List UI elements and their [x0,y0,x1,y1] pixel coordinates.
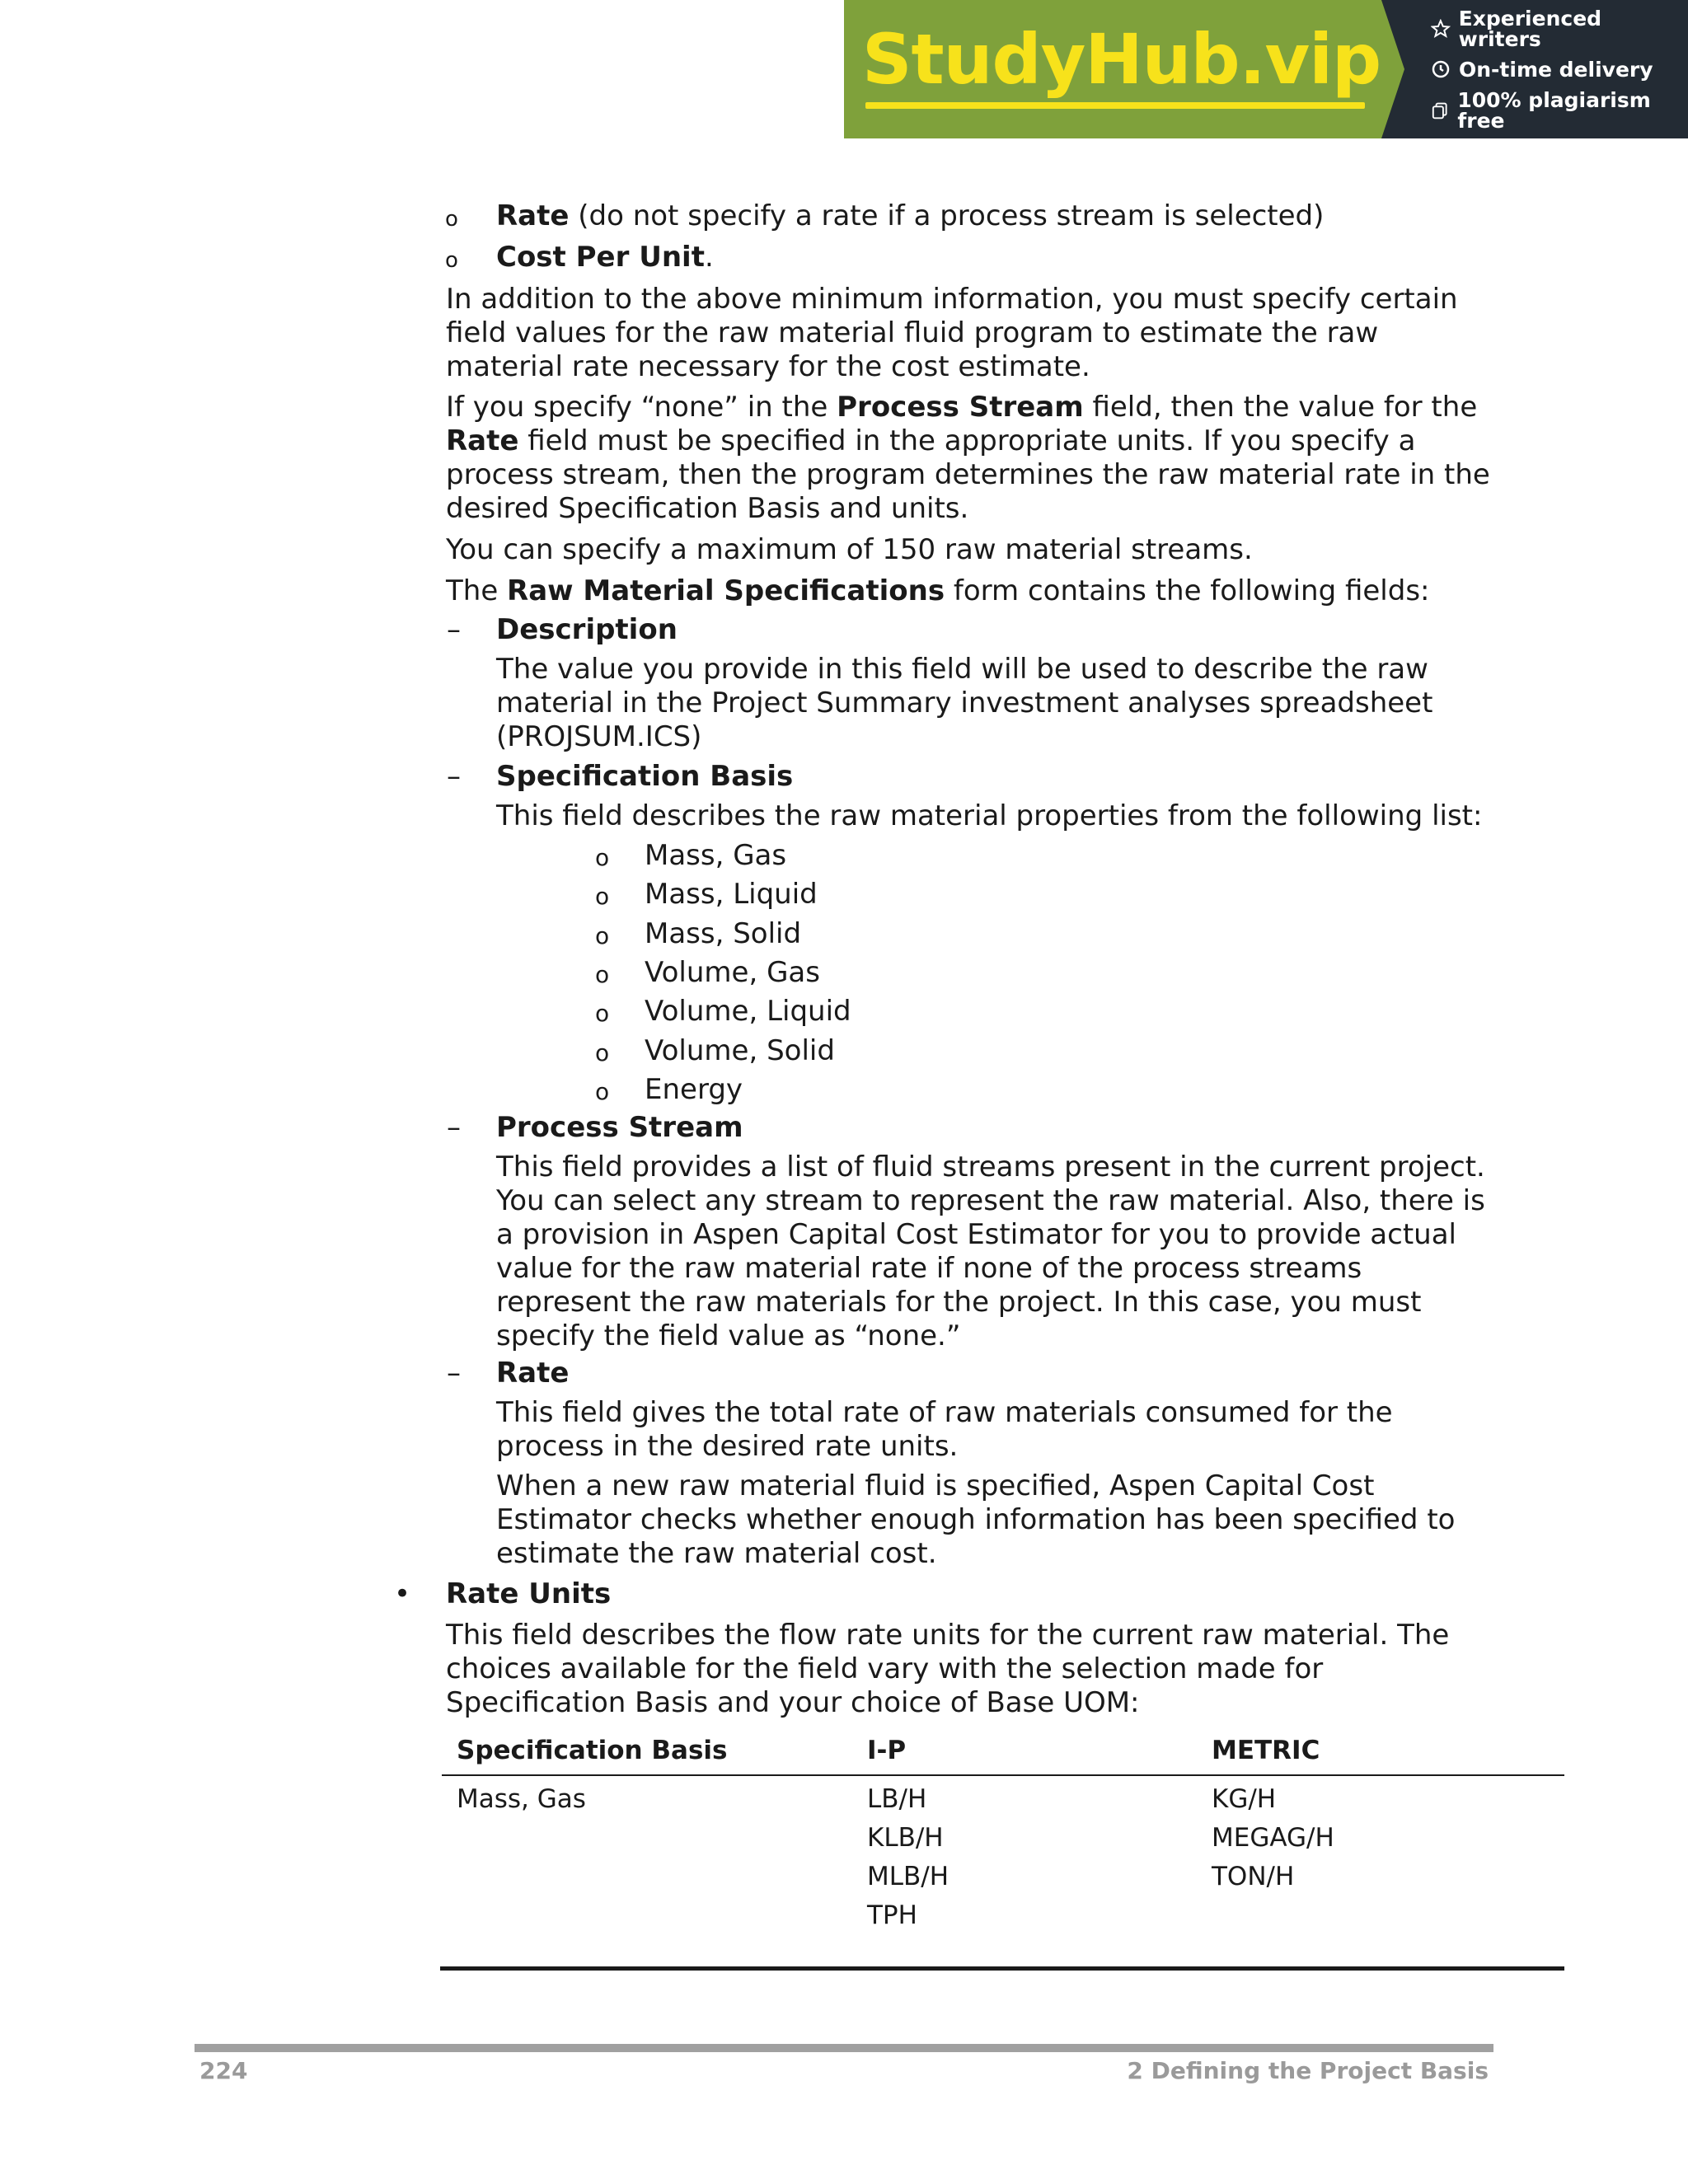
table-cell-metric: MEGAG/H [1212,1823,1334,1853]
table-cell-ip: TPH [867,1900,917,1930]
field-body-specification-basis: This field describes the raw material properties from the following list: [496,799,1483,832]
section-body-rate-units: This field describes the flow rate units for the current raw material. The choices available for the field vary with the selection made for Specification Basis and your choice of Base UOM: [446,1619,1450,1719]
list-item-cost-per-unit: Cost Per Unit. [496,241,714,274]
dash-marker: – [447,760,461,793]
feature-on-time-delivery [1431,59,1688,80]
clock-icon [1431,59,1451,79]
table-header-metric: METRIC [1212,1736,1320,1765]
list-item: Volume, Solid [645,1033,835,1067]
footer-bar [195,2044,1493,2052]
field-title-specification-basis: Specification Basis [496,760,794,793]
feature-label: Experienced writers [1458,6,1602,51]
table-header-ip: I-P [867,1736,907,1765]
table-cell-basis: Mass, Gas [457,1784,586,1814]
list-marker: o [595,883,610,911]
list-marker: o [595,1077,610,1105]
dash-marker: – [447,613,461,646]
dash-marker: – [447,1357,461,1390]
field-title-rate: Rate [496,1357,570,1390]
list-item: Mass, Gas [645,839,787,872]
field-body-description: The value you provide in this field will be used to describe the raw material in the Project Summary investment analyses spreadsheet (PROJSUM.ICS) [496,653,1433,753]
list-item-rate: Rate (do not specify a rate if a process stream is selected) [496,199,1325,232]
section-title-rate-units: Rate Units [446,1577,612,1610]
table-cell-ip: MLB/H [867,1862,950,1891]
table-header-specification-basis: Specification Basis [457,1736,728,1765]
paragraph-form-fields: The Raw Material Specifications form contains the following fields: [446,574,1430,607]
bullet-marker: • [394,1577,411,1610]
brand-underline [865,102,1365,109]
features-panel [1381,0,1688,138]
feature-experienced-writers [1431,8,1688,49]
dash-marker: – [447,1111,461,1144]
chapter-title: 2 Defining the Project Basis [1127,2057,1489,2084]
list-item: Volume, Liquid [645,995,851,1029]
list-item: Volume, Gas [645,955,820,989]
field-body-rate: This field gives the total rate of raw materials consumed for the process in the desired rate units. [496,1396,1393,1463]
list-marker: o [595,844,610,871]
feature-plagiarism-free [1431,87,1688,133]
brand-panel [844,0,1381,138]
table-cell-metric: KG/H [1212,1784,1277,1814]
feature-label: 100% plagiarism free [1457,87,1651,133]
list-item: Mass, Solid [645,916,802,950]
table-cell-metric: TON/H [1212,1862,1295,1891]
list-item: Energy [645,1072,743,1106]
field-title-description: Description [496,613,678,646]
star-icon [1431,19,1451,39]
paragraph-process-stream: If you specify “none” in the Process Stream field, then the value for the Rate field must be specified in the appropriate units. If you specify a process stream, then the program determines the raw material rate in the desired Specification Basis and units. [446,391,1490,525]
field-body-process-stream: This field provides a list of fluid streams present in the current project. You can select any stream to represent the raw material. Also, there is a provision in Aspen Capital Cost Estimator for you to provide actual value for the raw material rate if none of the process streams represent the raw materials for the project. In this case, you must specify the field value as “none.” [496,1151,1485,1352]
feature-label: On-time delivery [1459,57,1653,82]
field-body-rate-note: When a new raw material fluid is specified, Aspen Capital Cost Estimator checks whether enough information has been specified to estimate the raw material cost. [496,1469,1456,1570]
table-header-rule [442,1774,1564,1776]
copy-icon [1431,101,1449,120]
field-title-process-stream: Process Stream [496,1111,743,1144]
promo-banner[interactable] [844,0,1688,138]
bullet-marker: o [445,207,458,232]
paragraph-minimum-info: In addition to the above minimum information, you must specify certain field values for the raw material fluid program to estimate the raw material rate necessary for the cost estimate. [446,283,1458,383]
list-marker: o [595,1000,610,1028]
page-number: 224 [199,2057,248,2084]
table-bottom-rule [440,1966,1564,1971]
list-marker: o [595,921,610,949]
paragraph-max-streams: You can specify a maximum of 150 raw material streams. [446,533,1253,566]
bullet-marker: o [445,248,458,273]
table-cell-ip: KLB/H [867,1823,944,1853]
list-marker: o [595,960,610,988]
table-cell-ip: LB/H [867,1784,927,1814]
list-marker: o [595,1038,610,1066]
brand-logo: StudyHub.vip [862,19,1381,100]
list-item: Mass, Liquid [645,878,818,912]
